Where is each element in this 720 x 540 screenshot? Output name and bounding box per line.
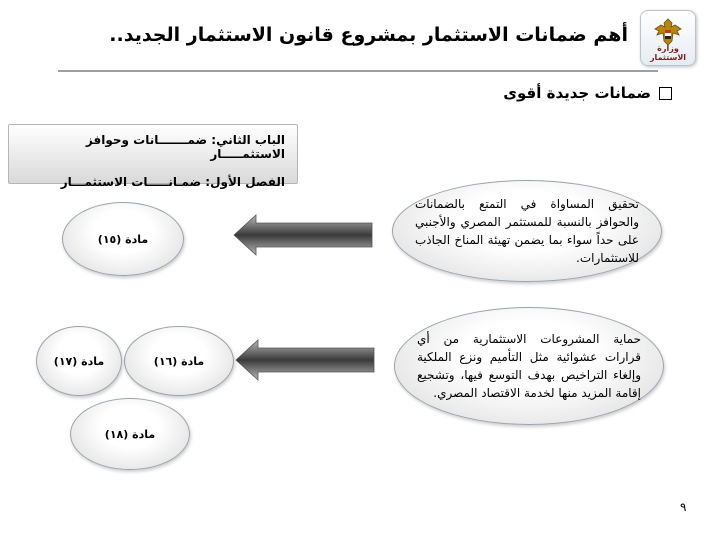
- chapter-box: [8, 124, 298, 189]
- article-15-label: مادة (١٥): [97, 232, 149, 246]
- article-18-label: مادة (١٨): [104, 427, 156, 441]
- article-18-ellipse: [70, 398, 190, 470]
- chapter-heading: الفصل الأول: ضمـانـــــات الاستثمـــار: [60, 175, 285, 189]
- slide-title: أهم ضمانات الاستثمار بمشروع قانون الاستثمار الجديد..: [109, 24, 628, 46]
- title-divider: [58, 70, 658, 72]
- ministry-logo: [640, 10, 696, 66]
- checkbox-bullet-icon: [659, 87, 672, 100]
- page-number: ٩: [680, 500, 687, 514]
- logo-caption: وزارة الاستثمار: [649, 44, 687, 62]
- part-heading: الباب الثاني: ضمـــــــانات وحوافز الاستثمـــــار: [85, 133, 285, 161]
- description-text-1: تحقيق المساواة في التمتع بالضمانات والحوافز بالنسبة للمستثمر المصري والأجنبي على حداً سواء بما يضمن تهيئة المناخ الجاذب للاستثمارات.: [415, 197, 639, 265]
- description-ellipse-1: [392, 180, 662, 282]
- article-17-ellipse: [36, 326, 122, 396]
- left-arrow-icon: [234, 338, 376, 382]
- description-text-2: حماية المشروعات الاستثمارية من أي قرارات عشوائية مثل التأميم ونزع الملكية وإلغاء التراخيص بهدف التوسع فيها، وتشجيع إقامة المزيد منها لخدمة الاقتصاد المصري.: [417, 332, 641, 400]
- bullet-heading: [503, 84, 672, 102]
- description-ellipse-2: [394, 307, 664, 425]
- article-17-label: مادة (١٧): [53, 354, 105, 368]
- article-16-label: مادة (١٦): [153, 354, 205, 368]
- left-arrow-icon: [232, 213, 374, 257]
- article-16-ellipse: [124, 326, 234, 396]
- bullet-heading-text: ضمانات جديدة أقوى: [503, 84, 651, 102]
- article-15-ellipse: [62, 202, 184, 276]
